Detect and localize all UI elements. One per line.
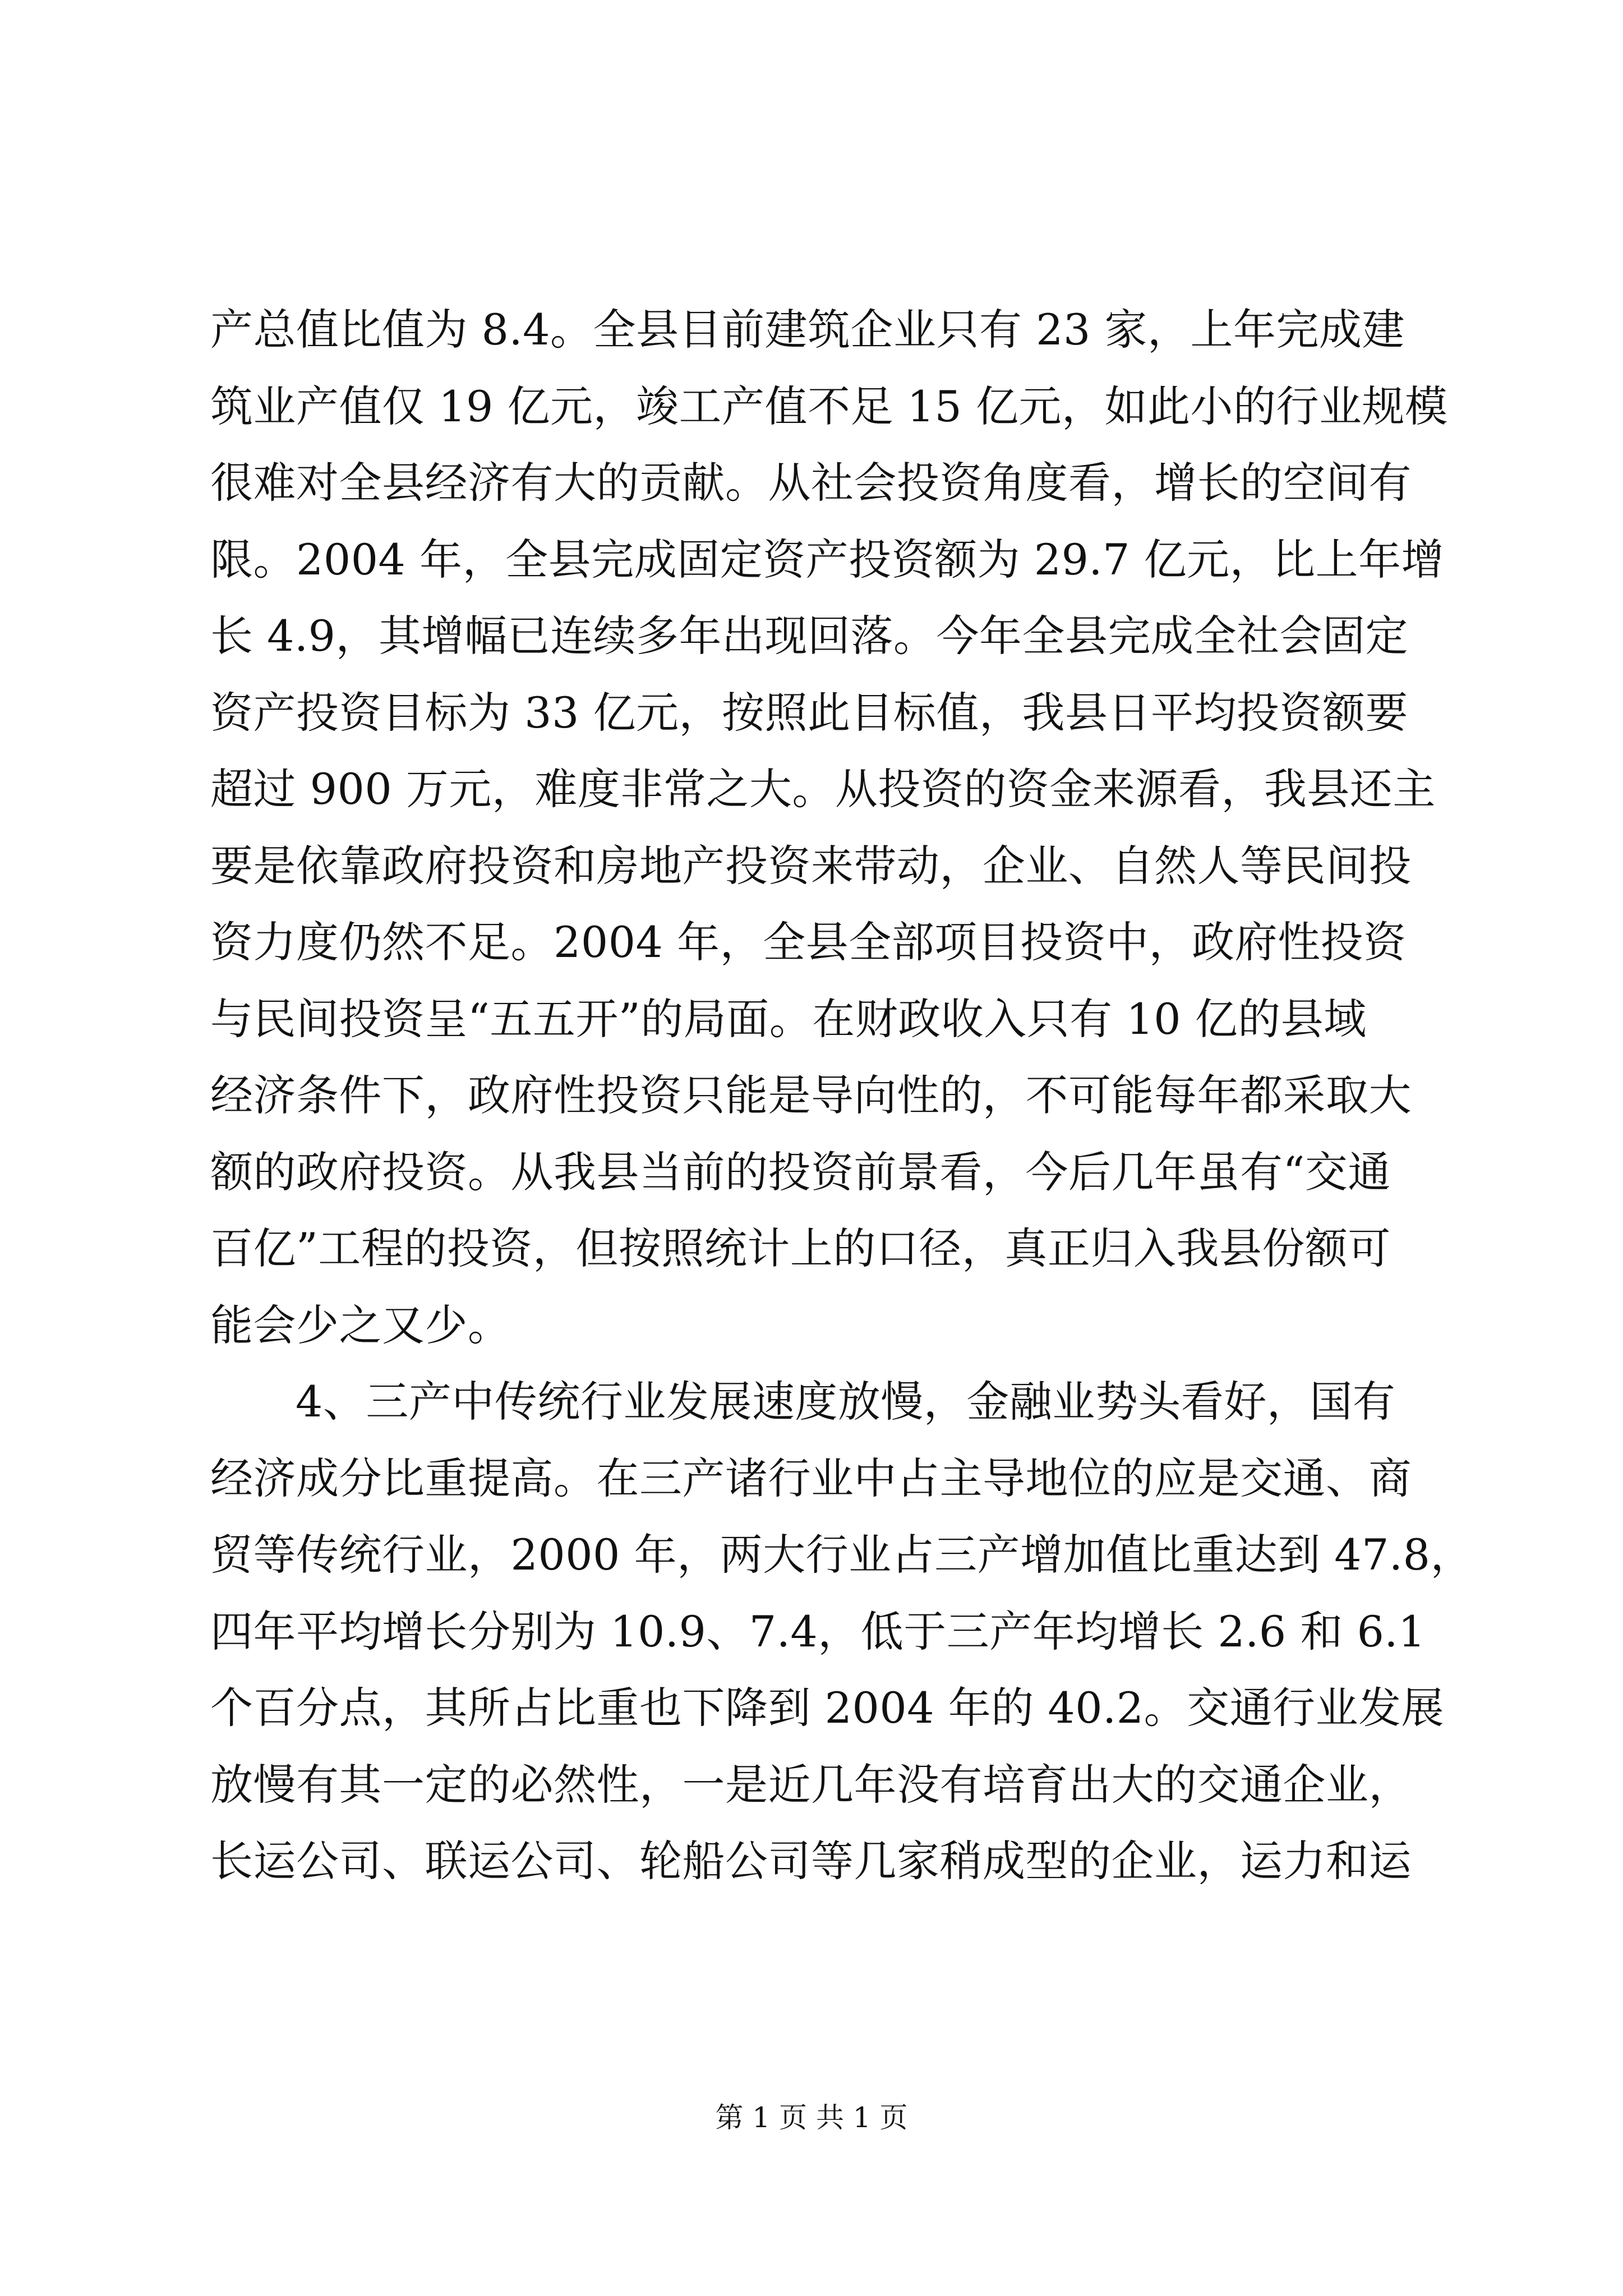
text-line: 资产投资目标为 33 亿元，按照此目标值，我县日平均投资额要 — [210, 687, 1409, 738]
text-line: 要是依靠政府投资和房地产投资来带动，企业、自然人等民间投 — [210, 840, 1412, 891]
text-line: 能会少之又少。 — [210, 1300, 511, 1350]
text-line: 超过 900 万元，难度非常之大。从投资的资金来源看，我县还主 — [210, 764, 1436, 814]
text-line: 放慢有其一定的必然性，一是近几年没有培育出大的交通企业， — [210, 1759, 1412, 1810]
text-line: 个百分点，其所占比重也下降到 2004 年的 40.2。交通行业发展 — [210, 1683, 1445, 1733]
text-line: 长 4.9，其增幅已连续多年出现回落。今年全县完成全社会固定 — [210, 611, 1409, 661]
text-line: 百亿”工程的投资，但按照统计上的口径，真正归入我县份额可 — [210, 1223, 1391, 1273]
body-text — [210, 292, 1473, 1900]
text-line: 与民间投资呈“五五开”的局面。在财政收入只有 10 亿的县域 — [210, 993, 1367, 1044]
text-line: 长运公司、联运公司、轮船公司等几家稍成型的企业，运力和运 — [210, 1836, 1412, 1886]
text-line: 额的政府投资。从我县当前的投资前景看，今后几年虽有“交通 — [210, 1147, 1391, 1197]
text-line: 产总值比值为 8.4。全县目前建筑企业只有 23 家，上年完成建 — [210, 305, 1405, 355]
text-line: 经济成分比重提高。在三产诸行业中占主导地位的应是交通、商 — [210, 1453, 1412, 1503]
text-line: 很难对全县经济有大的贡献。从社会投资角度看，增长的空间有 — [210, 458, 1412, 508]
page-number-footer: 第 1 页 共 1 页 — [715, 2101, 908, 2134]
text-line: 限。2004 年，全县完成固定资产投资额为 29.7 亿元，比上年增 — [210, 534, 1445, 585]
paragraph-start-line: 4、三产中传统行业发展速度放慢，金融业势头看好，国有 — [296, 1377, 1396, 1427]
text-line: 四年平均增长分别为 10.9、7.4，低于三产年均增长 2.6 和 6.1 — [210, 1606, 1426, 1657]
text-line: 贸等传统行业，2000 年，两大行业占三产增加值比重达到 47.8， — [210, 1530, 1473, 1580]
text-line: 筑业产值仅 19 亿元，竣工产值不足 15 亿元，如此小的行业规模 — [210, 381, 1448, 431]
text-line: 资力度仍然不足。2004 年，全县全部项目投资中，政府性投资 — [210, 917, 1407, 967]
text-line: 经济条件下，政府性投资只能是导向性的，不可能每年都采取大 — [210, 1070, 1412, 1120]
